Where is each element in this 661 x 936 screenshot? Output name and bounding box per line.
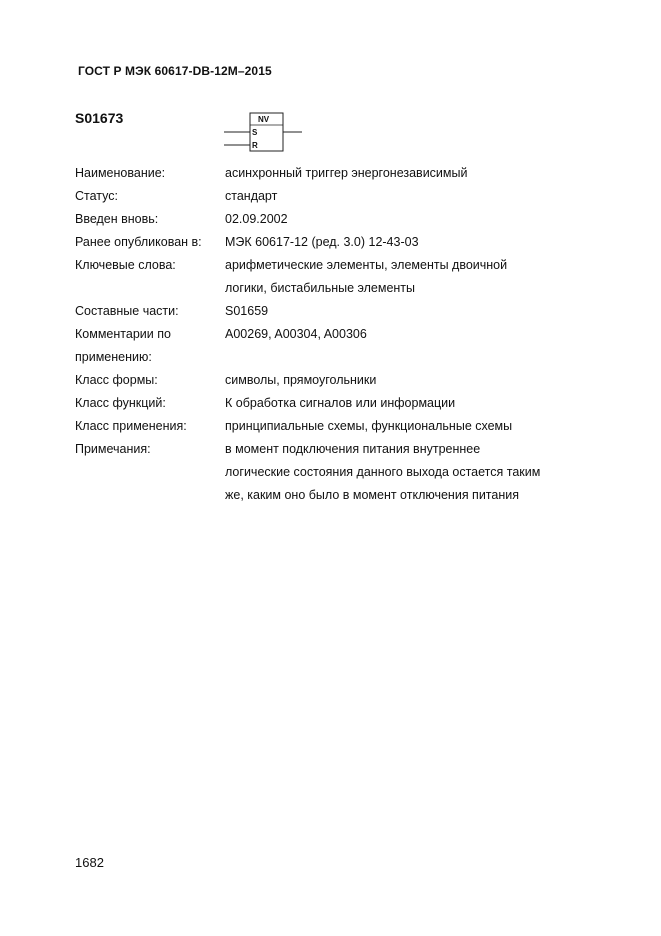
field-value [225,231,595,254]
symbol-input-reset: R [252,141,258,150]
field-application-class [75,415,595,438]
field-components [75,300,595,323]
field-function-class [75,392,595,415]
value-line: в момент подключения питания внутреннее [225,442,481,456]
field-label: Примечания: [75,442,151,456]
field-value [225,254,595,300]
value-line: S01659 [225,304,269,318]
field-keywords [75,254,595,300]
field-value [225,162,595,185]
value-line: К обработка сигналов или информации [225,396,456,410]
field-value [225,415,595,438]
value-line: стандарт [225,189,278,203]
value-line: логики, бистабильные элементы [225,281,416,295]
value-line: логические состояния данного выхода остается таким [225,465,541,479]
field-label: Статус: [75,189,118,203]
value-line: же, каким оно было в момент отключения питания [225,488,520,502]
label-line: применению: [75,350,152,364]
label-line: Комментарии по [75,327,171,341]
field-name [75,162,595,185]
entry-fields [75,162,595,507]
field-value [225,438,595,507]
field-label: Составные части: [75,304,179,318]
field-label: Наименование: [75,166,166,180]
field-application-comments [75,323,595,369]
field-value [225,300,595,323]
flip-flop-symbol-diagram [222,110,306,154]
symbol-qualifier: NV [258,115,270,124]
field-value [225,208,595,231]
field-label [75,323,225,369]
value-line: A00269, A00304, A00306 [225,327,367,341]
field-notes [75,438,595,507]
field-label: Введен вновь: [75,212,159,226]
field-previously-published [75,231,595,254]
value-line: 02.09.2002 [225,212,288,226]
value-line: символы, прямоугольники [225,373,377,387]
field-value [225,369,595,392]
symbol-code: S01673 [75,110,124,126]
page-number: 1682 [75,855,104,870]
value-line: арифметические элементы, элементы двоичной [225,258,508,272]
value-line: принципиальные схемы, функциональные схемы [225,419,513,433]
symbol-input-set: S [252,128,258,137]
field-label: Ранее опубликован в: [75,235,202,249]
field-label: Класс функций: [75,396,166,410]
field-label: Класс применения: [75,419,187,433]
field-status [75,185,595,208]
value-line: МЭК 60617-12 (ред. 3.0) 12-43-03 [225,235,419,249]
value-line: асинхронный триггер энергонезависимый [225,166,468,180]
field-label: Ключевые слова: [75,258,176,272]
field-introduced [75,208,595,231]
field-value [225,323,595,369]
field-value [225,185,595,208]
document-header: ГОСТ Р МЭК 60617-DB-12M–2015 [78,64,272,78]
field-label: Класс формы: [75,373,158,387]
field-form-class [75,369,595,392]
field-value [225,392,595,415]
